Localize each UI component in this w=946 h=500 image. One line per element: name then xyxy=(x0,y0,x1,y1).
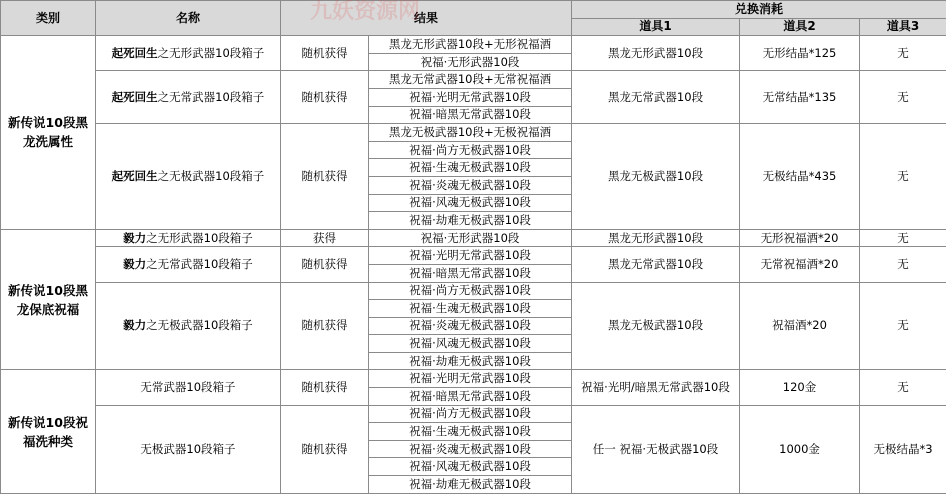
result-cell: 祝福·生魂无极武器10段 xyxy=(369,423,572,441)
result-cell: 祝福·无形武器10段 xyxy=(369,53,572,71)
name-cell xyxy=(96,124,281,230)
method-cell: 获得 xyxy=(281,229,369,247)
item1-cell: 黑龙无常武器10段 xyxy=(572,247,740,282)
table-row xyxy=(1,124,946,142)
item1-cell: 黑龙无常武器10段 xyxy=(572,71,740,124)
item2-cell: 无形祝福酒*20 xyxy=(740,229,860,247)
name-bold-text: 毅力 xyxy=(123,318,147,333)
name-bold-text: 毅力 xyxy=(123,230,147,245)
item3-cell: 无 xyxy=(860,71,946,124)
table-row xyxy=(1,370,946,388)
item2-cell: 无形结晶*125 xyxy=(740,36,860,71)
result-cell: 祝福·光明无常武器10段 xyxy=(369,88,572,106)
header-cost: 兑换消耗 xyxy=(572,1,946,19)
item1-cell: 任一 祝福·无极武器10段 xyxy=(572,405,740,493)
name-rest-text: 之无极武器10段箱子 xyxy=(146,318,253,333)
result-cell: 祝福·光明无常武器10段 xyxy=(369,247,572,265)
table-row xyxy=(1,36,946,54)
result-cell: 祝福·风魂无极武器10段 xyxy=(369,458,572,476)
name-rest-text: 无常武器10段箱子 xyxy=(140,380,236,395)
item1-cell: 祝福·光明/暗黑无常武器10段 xyxy=(572,370,740,405)
item3-cell: 无 xyxy=(860,370,946,405)
name-bold-text: 起死回生 xyxy=(111,89,158,104)
name-cell xyxy=(96,36,281,71)
result-cell: 祝福·炎魂无极武器10段 xyxy=(369,440,572,458)
result-cell: 祝福·劫难无极武器10段 xyxy=(369,476,572,494)
result-cell: 祝福·暗黑无常武器10段 xyxy=(369,106,572,124)
item2-cell: 1000金 xyxy=(740,405,860,493)
name-rest-text: 无极武器10段箱子 xyxy=(140,441,236,456)
name-cell xyxy=(96,229,281,247)
header-result: 结果 xyxy=(281,1,572,36)
name-cell xyxy=(96,247,281,282)
result-cell: 祝福·生魂无极武器10段 xyxy=(369,159,572,177)
name-rest-text: 之无形武器10段箱子 xyxy=(146,230,253,245)
table-row xyxy=(1,282,946,300)
item1-cell: 黑龙无形武器10段 xyxy=(572,36,740,71)
name-rest-text: 之无常武器10段箱子 xyxy=(146,256,253,271)
result-cell: 祝福·炎魂无极武器10段 xyxy=(369,176,572,194)
table-row xyxy=(1,71,946,89)
name-cell xyxy=(96,370,281,405)
name-rest-text: 之无常武器10段箱子 xyxy=(157,89,265,104)
name-bold-text: 毅力 xyxy=(123,256,147,271)
result-cell: 祝福·生魂无极武器10段 xyxy=(369,300,572,318)
name-rest-text: 之无极武器10段箱子 xyxy=(157,168,265,183)
result-cell: 祝福·暗黑无常武器10段 xyxy=(369,388,572,406)
name-bold-text: 起死回生 xyxy=(111,168,158,183)
name-bold-text: 起死回生 xyxy=(111,45,158,60)
item1-cell: 黑龙无极武器10段 xyxy=(572,282,740,370)
name-cell xyxy=(96,282,281,370)
name-rest-text: 之无形武器10段箱子 xyxy=(157,45,265,60)
result-cell: 黑龙无极武器10段+无极祝福酒 xyxy=(369,124,572,142)
category-cell: 新传说10段黑龙保底祝福 xyxy=(1,229,96,370)
item2-cell: 120金 xyxy=(740,370,860,405)
category-cell: 新传说10段黑龙洗属性 xyxy=(1,36,96,230)
result-cell: 祝福·劫难无极武器10段 xyxy=(369,212,572,230)
header-item1: 道具1 xyxy=(572,18,740,36)
method-cell: 随机获得 xyxy=(281,36,369,71)
name-cell xyxy=(96,71,281,124)
result-cell: 祝福·风魂无极武器10段 xyxy=(369,194,572,212)
table-row xyxy=(1,229,946,247)
result-cell: 祝福·无形武器10段 xyxy=(369,229,572,247)
method-cell: 随机获得 xyxy=(281,71,369,124)
item2-cell: 无常祝福酒*20 xyxy=(740,247,860,282)
method-cell: 随机获得 xyxy=(281,370,369,405)
item3-cell: 无 xyxy=(860,229,946,247)
header-category: 类别 xyxy=(1,1,96,36)
item3-cell: 无极结晶*3 xyxy=(860,405,946,493)
method-cell: 随机获得 xyxy=(281,247,369,282)
item3-cell: 无 xyxy=(860,36,946,71)
table-body xyxy=(1,36,946,493)
name-cell xyxy=(96,405,281,493)
result-cell: 祝福·尚方无极武器10段 xyxy=(369,282,572,300)
table-row xyxy=(1,405,946,423)
item2-cell: 无极结晶*435 xyxy=(740,124,860,230)
header-name: 名称 xyxy=(96,1,281,36)
item2-cell: 无常结晶*135 xyxy=(740,71,860,124)
item3-cell: 无 xyxy=(860,247,946,282)
item1-cell: 黑龙无极武器10段 xyxy=(572,124,740,230)
result-cell: 黑龙无形武器10段+无形祝福酒 xyxy=(369,36,572,54)
result-cell: 祝福·风魂无极武器10段 xyxy=(369,335,572,353)
header-item3: 道具3 xyxy=(860,18,946,36)
result-cell: 祝福·尚方无极武器10段 xyxy=(369,405,572,423)
item2-cell: 祝福酒*20 xyxy=(740,282,860,370)
method-cell: 随机获得 xyxy=(281,405,369,493)
result-cell: 祝福·暗黑无常武器10段 xyxy=(369,264,572,282)
item3-cell: 无 xyxy=(860,124,946,230)
header-item2: 道具2 xyxy=(740,18,860,36)
result-cell: 祝福·光明无常武器10段 xyxy=(369,370,572,388)
table-row xyxy=(1,247,946,265)
item3-cell: 无 xyxy=(860,282,946,370)
method-cell: 随机获得 xyxy=(281,124,369,230)
result-cell: 祝福·炎魂无极武器10段 xyxy=(369,317,572,335)
method-cell: 随机获得 xyxy=(281,282,369,370)
result-cell: 祝福·尚方无极武器10段 xyxy=(369,141,572,159)
category-cell: 新传说10段祝福洗种类 xyxy=(1,370,96,493)
item1-cell: 黑龙无形武器10段 xyxy=(572,229,740,247)
result-cell: 祝福·劫难无极武器10段 xyxy=(369,352,572,370)
result-cell: 黑龙无常武器10段+无常祝福酒 xyxy=(369,71,572,89)
